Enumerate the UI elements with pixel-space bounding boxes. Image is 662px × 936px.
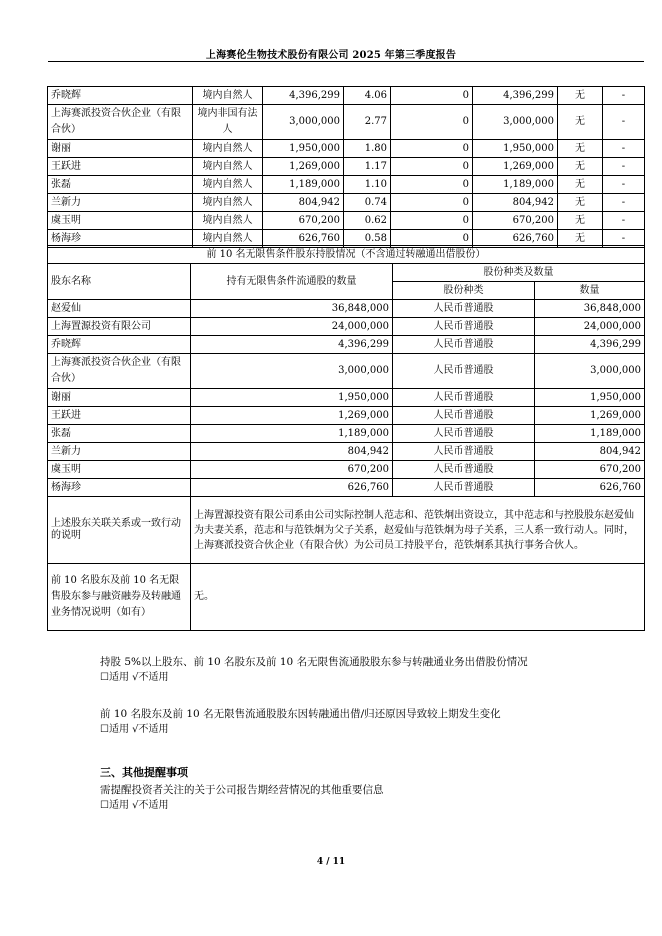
cell-kind: 人民币普通股: [393, 443, 535, 461]
cell-shares: 804,942: [191, 443, 393, 461]
cell-name: 虞玉明: [48, 461, 191, 479]
table-row: [48, 176, 645, 194]
table-row: [48, 407, 645, 425]
cell-shares: 804,942: [263, 194, 344, 212]
cell-shares: 4,396,299: [263, 87, 344, 105]
table-row: [48, 336, 645, 354]
cell-name: 张磊: [48, 425, 191, 443]
cell-pledged: 804,942: [473, 194, 558, 212]
cell-name: 杨海珍: [48, 230, 193, 248]
cell-name: 谢丽: [48, 140, 193, 158]
note-lending-change: 前 10 名股东及前 10 名无限售流通股股东因转融通出借/归还原因导致较上期发生变化: [100, 708, 501, 720]
cell-qty: 4,396,299: [535, 336, 645, 354]
relation-text: 上海置源投资有限公司系由公司实际控制人范志和、范铁炯出资设立，其中范志和与控股股东赵爱仙为夫妻关系，范志和与范铁炯为父子关系，赵爱仙与范铁炯为母子关系，三人系一致行动人。同时，上海赛派投资合伙企业（有限合伙）为公司员工持股平台，范铁炯系其执行事务合伙人。: [191, 497, 645, 564]
cell-type: 境内自然人: [193, 194, 263, 212]
cell-name: 兰新力: [48, 443, 191, 461]
header-divider: [48, 61, 644, 62]
cell-name: 上海赛派投资合伙企业（有限合伙）: [48, 354, 191, 389]
cell-shares: 670,200: [191, 461, 393, 479]
cell-pct: 0.58: [344, 230, 391, 248]
top10-shareholders-table: [47, 86, 645, 248]
cell-status: 无: [558, 230, 603, 248]
margin-text: 无。: [191, 564, 645, 631]
note-other-info-options: ☐适用 √不适用: [100, 800, 169, 811]
cell-name: 乔晓辉: [48, 336, 191, 354]
cell-qty: 24,000,000: [535, 318, 645, 336]
cell-status: 无: [558, 158, 603, 176]
cell-qty: 1,269,000: [535, 407, 645, 425]
cell-restricted: 0: [391, 140, 473, 158]
cell-pct: 4.06: [344, 87, 391, 105]
cell-restricted: 0: [391, 176, 473, 194]
cell-name: 张磊: [48, 176, 193, 194]
cell-qty: 626,760: [535, 479, 645, 497]
cell-type: 境内自然人: [193, 212, 263, 230]
cell-qty: -: [603, 194, 645, 212]
cell-status: 无: [558, 194, 603, 212]
cell-kind: 人民币普通股: [393, 336, 535, 354]
relation-label: 上述股东关联关系或一致行动的说明: [48, 497, 191, 564]
cell-name: 乔晓辉: [48, 87, 193, 105]
table-row: [48, 425, 645, 443]
cell-qty: -: [603, 105, 645, 140]
cell-shares: 24,000,000: [191, 318, 393, 336]
cell-kind: 人民币普通股: [393, 354, 535, 389]
note-securities-lending-options: ☐适用 √不适用: [100, 672, 169, 683]
cell-status: 无: [558, 105, 603, 140]
cell-pct: 1.10: [344, 176, 391, 194]
cell-kind: 人民币普通股: [393, 479, 535, 497]
cell-restricted: 0: [391, 105, 473, 140]
table-row: [48, 354, 645, 389]
cell-shares: 1,269,000: [191, 407, 393, 425]
cell-name: 上海赛派投资合伙企业（有限合伙）: [48, 105, 193, 140]
cell-restricted: 0: [391, 87, 473, 105]
cell-pledged: 1,269,000: [473, 158, 558, 176]
cell-pct: 0.74: [344, 194, 391, 212]
table-row: [48, 158, 645, 176]
cell-pledged: 1,950,000: [473, 140, 558, 158]
col-header-kind: 股份种类: [393, 282, 535, 300]
note-other-info: 需提醒投资者关注的关于公司报告期经营情况的其他重要信息: [100, 784, 384, 796]
cell-type: 境内自然人: [193, 140, 263, 158]
cell-kind: 人民币普通股: [393, 425, 535, 443]
cell-kind: 人民币普通股: [393, 318, 535, 336]
cell-status: 无: [558, 212, 603, 230]
col-header-group: 股份种类及数量: [393, 264, 645, 282]
page-number: 4 / 11: [316, 857, 346, 867]
cell-shares: 1,269,000: [263, 158, 344, 176]
report-header: 上海赛伦生物技术股份有限公司 2025 年第三季度报告: [205, 50, 457, 61]
table-row: [48, 87, 645, 105]
cell-pct: 2.77: [344, 105, 391, 140]
cell-qty: 3,000,000: [535, 354, 645, 389]
cell-pledged: 670,200: [473, 212, 558, 230]
cell-kind: 人民币普通股: [393, 300, 535, 318]
cell-kind: 人民币普通股: [393, 407, 535, 425]
cell-name: 王跃进: [48, 158, 193, 176]
cell-pledged: 3,000,000: [473, 105, 558, 140]
cell-qty: -: [603, 230, 645, 248]
cell-qty: 804,942: [535, 443, 645, 461]
cell-kind: 人民币普通股: [393, 461, 535, 479]
table-row: [48, 443, 645, 461]
cell-shares: 1,189,000: [263, 176, 344, 194]
table-row: [48, 212, 645, 230]
cell-pct: 1.17: [344, 158, 391, 176]
cell-pledged: 4,396,299: [473, 87, 558, 105]
cell-restricted: 0: [391, 212, 473, 230]
cell-qty: 1,189,000: [535, 425, 645, 443]
cell-name: 赵爱仙: [48, 300, 191, 318]
cell-type: 境内非国有法人: [193, 105, 263, 140]
cell-shares: 36,848,000: [191, 300, 393, 318]
table-row: [48, 479, 645, 497]
cell-shares: 670,200: [263, 212, 344, 230]
cell-qty: 36,848,000: [535, 300, 645, 318]
note-securities-lending: 持股 5%以上股东、前 10 名股东及前 10 名无限售流通股股东参与转融通业务出借股份情况: [100, 656, 528, 668]
note-lending-change-options: ☐适用 √不适用: [100, 724, 169, 735]
cell-name: 兰新力: [48, 194, 193, 212]
cell-restricted: 0: [391, 194, 473, 212]
cell-shares: 626,760: [191, 479, 393, 497]
cell-type: 境内自然人: [193, 176, 263, 194]
cell-name: 杨海珍: [48, 479, 191, 497]
margin-label: 前 10 名股东及前 10 名无限售股东参与融资融券及转融通业务情况说明（如有）: [48, 564, 191, 631]
cell-status: 无: [558, 87, 603, 105]
cell-qty: -: [603, 176, 645, 194]
table-row: [48, 461, 645, 479]
cell-qty: -: [603, 87, 645, 105]
cell-name: 虞玉明: [48, 212, 193, 230]
cell-qty: 1,950,000: [535, 389, 645, 407]
cell-restricted: 0: [391, 158, 473, 176]
cell-shares: 1,189,000: [191, 425, 393, 443]
cell-shares: 3,000,000: [191, 354, 393, 389]
col-header-name: 股东名称: [48, 264, 191, 300]
cell-restricted: 0: [391, 230, 473, 248]
table-row: [48, 140, 645, 158]
cell-shares: 4,396,299: [191, 336, 393, 354]
cell-status: 无: [558, 176, 603, 194]
cell-name: 王跃进: [48, 407, 191, 425]
table-row: [48, 105, 645, 140]
section-title: 三、其他提醒事项: [100, 766, 188, 779]
cell-qty: -: [603, 212, 645, 230]
cell-status: 无: [558, 140, 603, 158]
cell-shares: 1,950,000: [191, 389, 393, 407]
cell-qty: -: [603, 140, 645, 158]
cell-name: 上海置源投资有限公司: [48, 318, 191, 336]
cell-type: 境内自然人: [193, 87, 263, 105]
cell-shares: 1,950,000: [263, 140, 344, 158]
cell-shares: 3,000,000: [263, 105, 344, 140]
top10-unrestricted-table: [47, 245, 645, 631]
cell-type: 境内自然人: [193, 230, 263, 248]
table-row: [48, 300, 645, 318]
table-row: [48, 318, 645, 336]
cell-pct: 1.80: [344, 140, 391, 158]
table-row: [48, 389, 645, 407]
col-header-qty: 数量: [535, 282, 645, 300]
cell-qty: 670,200: [535, 461, 645, 479]
cell-qty: -: [603, 158, 645, 176]
col-header-shares: 持有无限售条件流通股的数量: [191, 264, 393, 300]
cell-name: 谢丽: [48, 389, 191, 407]
cell-pledged: 1,189,000: [473, 176, 558, 194]
cell-pct: 0.62: [344, 212, 391, 230]
cell-shares: 626,760: [263, 230, 344, 248]
cell-pledged: 626,760: [473, 230, 558, 248]
table-title: 前 10 名无限售条件股东持股情况（不含通过转融通出借股份）: [48, 246, 645, 264]
cell-kind: 人民币普通股: [393, 389, 535, 407]
table-row: [48, 194, 645, 212]
cell-type: 境内自然人: [193, 158, 263, 176]
